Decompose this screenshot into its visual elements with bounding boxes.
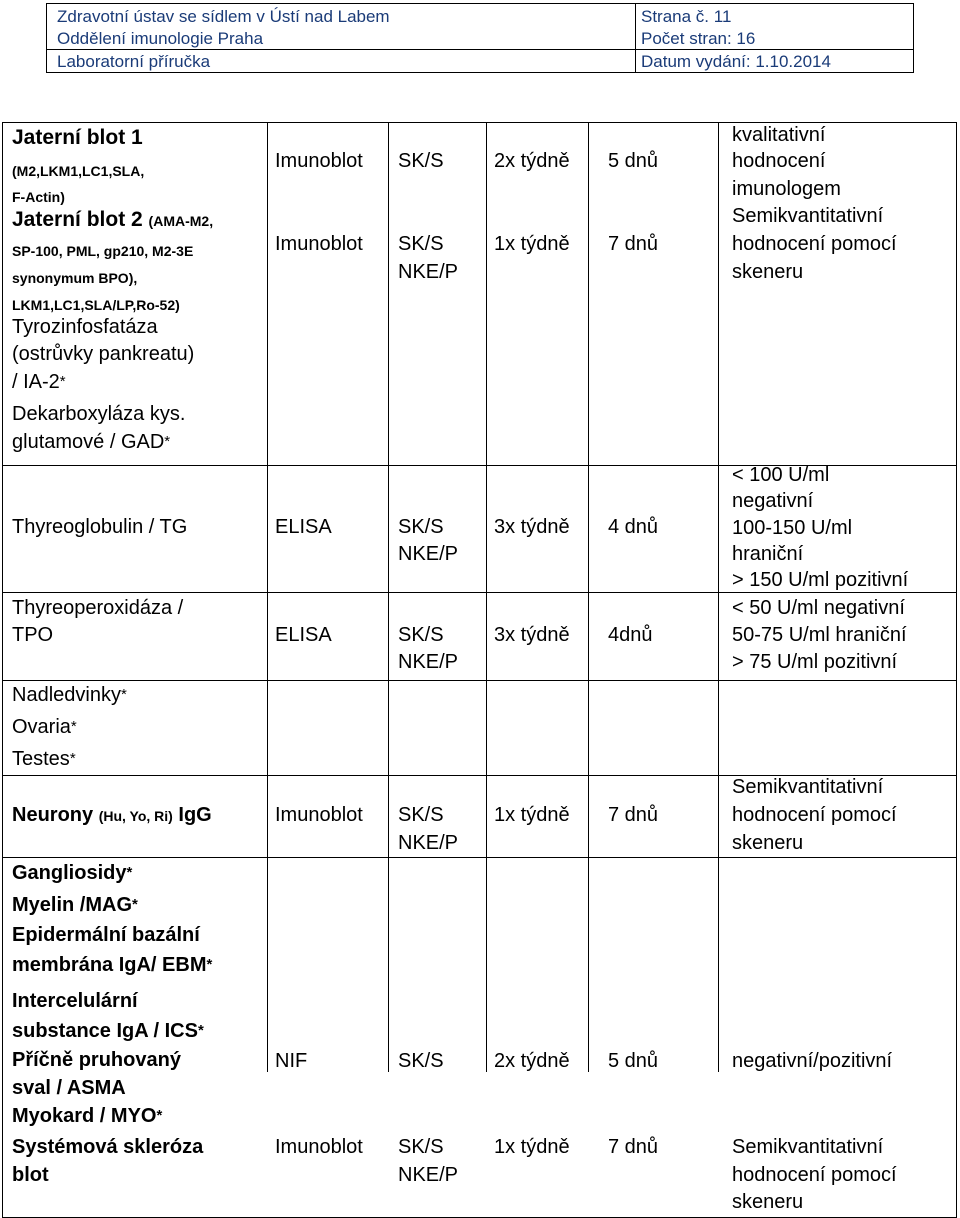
jb1-title: Jaterní blot 1 (12, 126, 143, 149)
jb2-antigens-3: LKM1,LC1,SLA/LP,Ro-52) (12, 297, 180, 313)
tpo-ref-3: > 75 U/ml pozitivní (732, 651, 898, 673)
tpo-ref-2: 50-75 U/ml hraniční (732, 624, 907, 646)
header-dept: Oddělení imunologie Praha (57, 29, 264, 48)
gad-line1: Dekarboxyláza kys. (12, 403, 186, 425)
ss-material-2: NKE/P (398, 1164, 459, 1186)
tyr-line3: / IA-2* (12, 371, 66, 393)
tpo-line1: Thyreoperoxidáza / (12, 597, 184, 619)
tyr-line1: Tyrozinfosfatáza (12, 316, 158, 338)
neur-material-2: NKE/P (398, 832, 459, 854)
eval2-line3: skeneru (732, 261, 804, 283)
neur-method: Imunoblot (275, 804, 363, 826)
ics-line1: Intercelulární (12, 990, 138, 1012)
eval1-line2: hodnocení (732, 150, 826, 172)
jb2-antigens-2: synonymum BPO), (12, 270, 138, 286)
header-org: Zdravotní ústav se sídlem v Ústí nad Labem (57, 7, 390, 26)
myokard: Myokard / MYO* (12, 1105, 163, 1127)
nif-material: SK/S (398, 1050, 444, 1072)
jb1-method: Imunoblot (275, 150, 363, 172)
tg-turnaround: 4 dnů (608, 516, 659, 538)
ss-eval-3: skeneru (732, 1191, 804, 1213)
neur-eval-1: Semikvantitativní (732, 776, 884, 798)
nif-method: NIF (275, 1050, 308, 1072)
gad-line2: glutamové / GAD* (12, 431, 171, 453)
eval2-line1: Semikvantitativní (732, 205, 884, 227)
jb2-material-2: NKE/P (398, 261, 459, 283)
tpo-turnaround: 4dnů (608, 624, 653, 646)
ss-line2: blot (12, 1164, 49, 1186)
ss-frequency: 1x týdně (494, 1136, 570, 1158)
tyr-line2: (ostrůvky pankreatu) (12, 343, 195, 365)
jb1-antigens-1: (M2,LKM1,LC1,SLA, (12, 163, 145, 179)
eval2-line2: hodnocení pomocí (732, 233, 897, 255)
jb1-frequency: 2x týdně (494, 150, 570, 172)
nif-frequency: 2x týdně (494, 1050, 570, 1072)
jb2-turnaround: 7 dnů (608, 233, 659, 255)
tg-ref-4: hraniční (732, 543, 804, 565)
neur-eval-2: hodnocení pomocí (732, 804, 897, 826)
ss-material-1: SK/S (398, 1136, 444, 1158)
tpo-line2: TPO (12, 624, 54, 646)
jb2-frequency: 1x týdně (494, 233, 570, 255)
adrenal: Nadledvinky* (12, 684, 127, 706)
tg-ref-2: negativní (732, 490, 814, 512)
jb2-title: Jaterní blot 2 (AMA-M2, (12, 208, 214, 231)
ebm-line2: membrána IgA/ EBM* (12, 954, 213, 976)
jb2-method: Imunoblot (275, 233, 363, 255)
tg-name: Thyreoglobulin / TG (12, 516, 188, 538)
nif-turnaround: 5 dnů (608, 1050, 659, 1072)
header-page: Strana č. 11 (641, 7, 732, 26)
neur-frequency: 1x týdně (494, 804, 570, 826)
ebm-line1: Epidermální bazální (12, 924, 200, 946)
header-issued: Datum vydání: 1.10.2014 (641, 52, 831, 71)
jb1-material: SK/S (398, 150, 444, 172)
ss-method: Imunoblot (275, 1136, 363, 1158)
tpo-material-2: NKE/P (398, 651, 459, 673)
tpo-material-1: SK/S (398, 624, 444, 646)
gangliosides: Gangliosidy* (12, 862, 133, 884)
header-manual: Laboratorní příručka (57, 52, 211, 71)
tg-ref-1: < 100 U/ml (732, 464, 830, 486)
neur-name: Neurony (Hu, Yo, Ri) IgG (12, 804, 212, 826)
ss-turnaround: 7 dnů (608, 1136, 659, 1158)
tpo-frequency: 3x týdně (494, 624, 570, 646)
jb2-material-1: SK/S (398, 233, 444, 255)
header-divider-vertical (635, 4, 636, 72)
document-header (46, 3, 914, 73)
tg-method: ELISA (275, 516, 332, 538)
jb2-antigens-1: SP-100, PML, gp210, M2-3E (12, 243, 194, 259)
eval1-line3: imunologem (732, 178, 841, 200)
neur-eval-3: skeneru (732, 832, 804, 854)
tg-ref-5: > 150 U/ml pozitivní (732, 569, 909, 591)
asma-line2: sval / ASMA (12, 1077, 126, 1099)
asma-line1: Příčně pruhovaný (12, 1049, 181, 1071)
header-divider-horizontal (47, 49, 913, 50)
tpo-ref-1: < 50 U/ml negativní (732, 597, 905, 619)
nif-evaluation: negativní/pozitivní (732, 1050, 893, 1072)
ics-line2: substance IgA / ICS* (12, 1020, 204, 1042)
tg-material-2: NKE/P (398, 543, 459, 565)
testes: Testes* (12, 748, 76, 770)
tpo-method: ELISA (275, 624, 332, 646)
ovaria: Ovaria* (12, 716, 77, 738)
ss-line1: Systémová skleróza (12, 1136, 204, 1158)
ss-eval-1: Semikvantitativní (732, 1136, 884, 1158)
myelin: Myelin /MAG* (12, 894, 138, 916)
header-pages: Počet stran: 16 (641, 29, 756, 48)
eval1-line1: kvalitativní (732, 124, 826, 146)
tg-material-1: SK/S (398, 516, 444, 538)
tg-frequency: 3x týdně (494, 516, 570, 538)
jb1-turnaround: 5 dnů (608, 150, 659, 172)
neur-material-1: SK/S (398, 804, 444, 826)
jb1-antigens-2: F-Actin) (12, 189, 65, 205)
ss-eval-2: hodnocení pomocí (732, 1164, 897, 1186)
neur-turnaround: 7 dnů (608, 804, 659, 826)
tg-ref-3: 100-150 U/ml (732, 517, 853, 539)
